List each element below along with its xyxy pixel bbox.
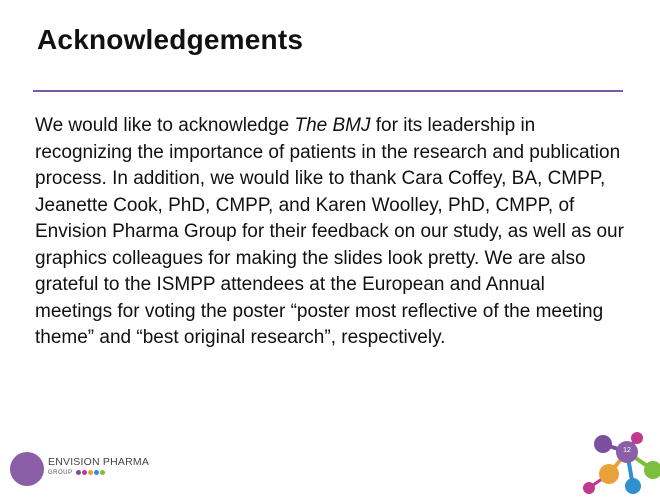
logo-dot-0 [76, 470, 81, 475]
logo-subtitle: GROUP [48, 470, 73, 476]
logo-name: ENVISION PHARMA [48, 456, 150, 468]
slide-title: Acknowledgements [37, 24, 304, 55]
paragraph-text-start: We would like to acknowledge [35, 115, 295, 136]
acknowledgement-paragraph [35, 113, 625, 352]
logo-dot-3 [94, 470, 99, 475]
envision-pharma-logo [10, 452, 160, 488]
logo-dot-4 [100, 470, 105, 475]
molecule-graphic-icon [575, 430, 660, 495]
paragraph-text-rest: for its leadership in recognizing the importance of patients in the research and publication process. In addition, we would like to thank Cara Coffey, BA, CMPP, Jeanette Cook, PhD, CMPP, and Karen Woolley, PhD, CMPP, of Envision Pharma Group for their feedback on our study, as well as our graphics colleagues for making the slides look pretty. We are also grateful to the ISMPP attendees at the European and Annual meetings for voting the poster “poster most reflective of the meeting theme” and “best original research”, respectively. [35, 115, 624, 348]
logo-dot-2 [88, 470, 93, 475]
page-number: 12 [623, 447, 631, 454]
title-divider [33, 90, 623, 92]
logo-dot-1 [82, 470, 87, 475]
logo-circle-icon [10, 452, 44, 486]
paragraph-italic-journal: The BMJ [294, 115, 371, 136]
logo-dots-icon [76, 470, 106, 476]
